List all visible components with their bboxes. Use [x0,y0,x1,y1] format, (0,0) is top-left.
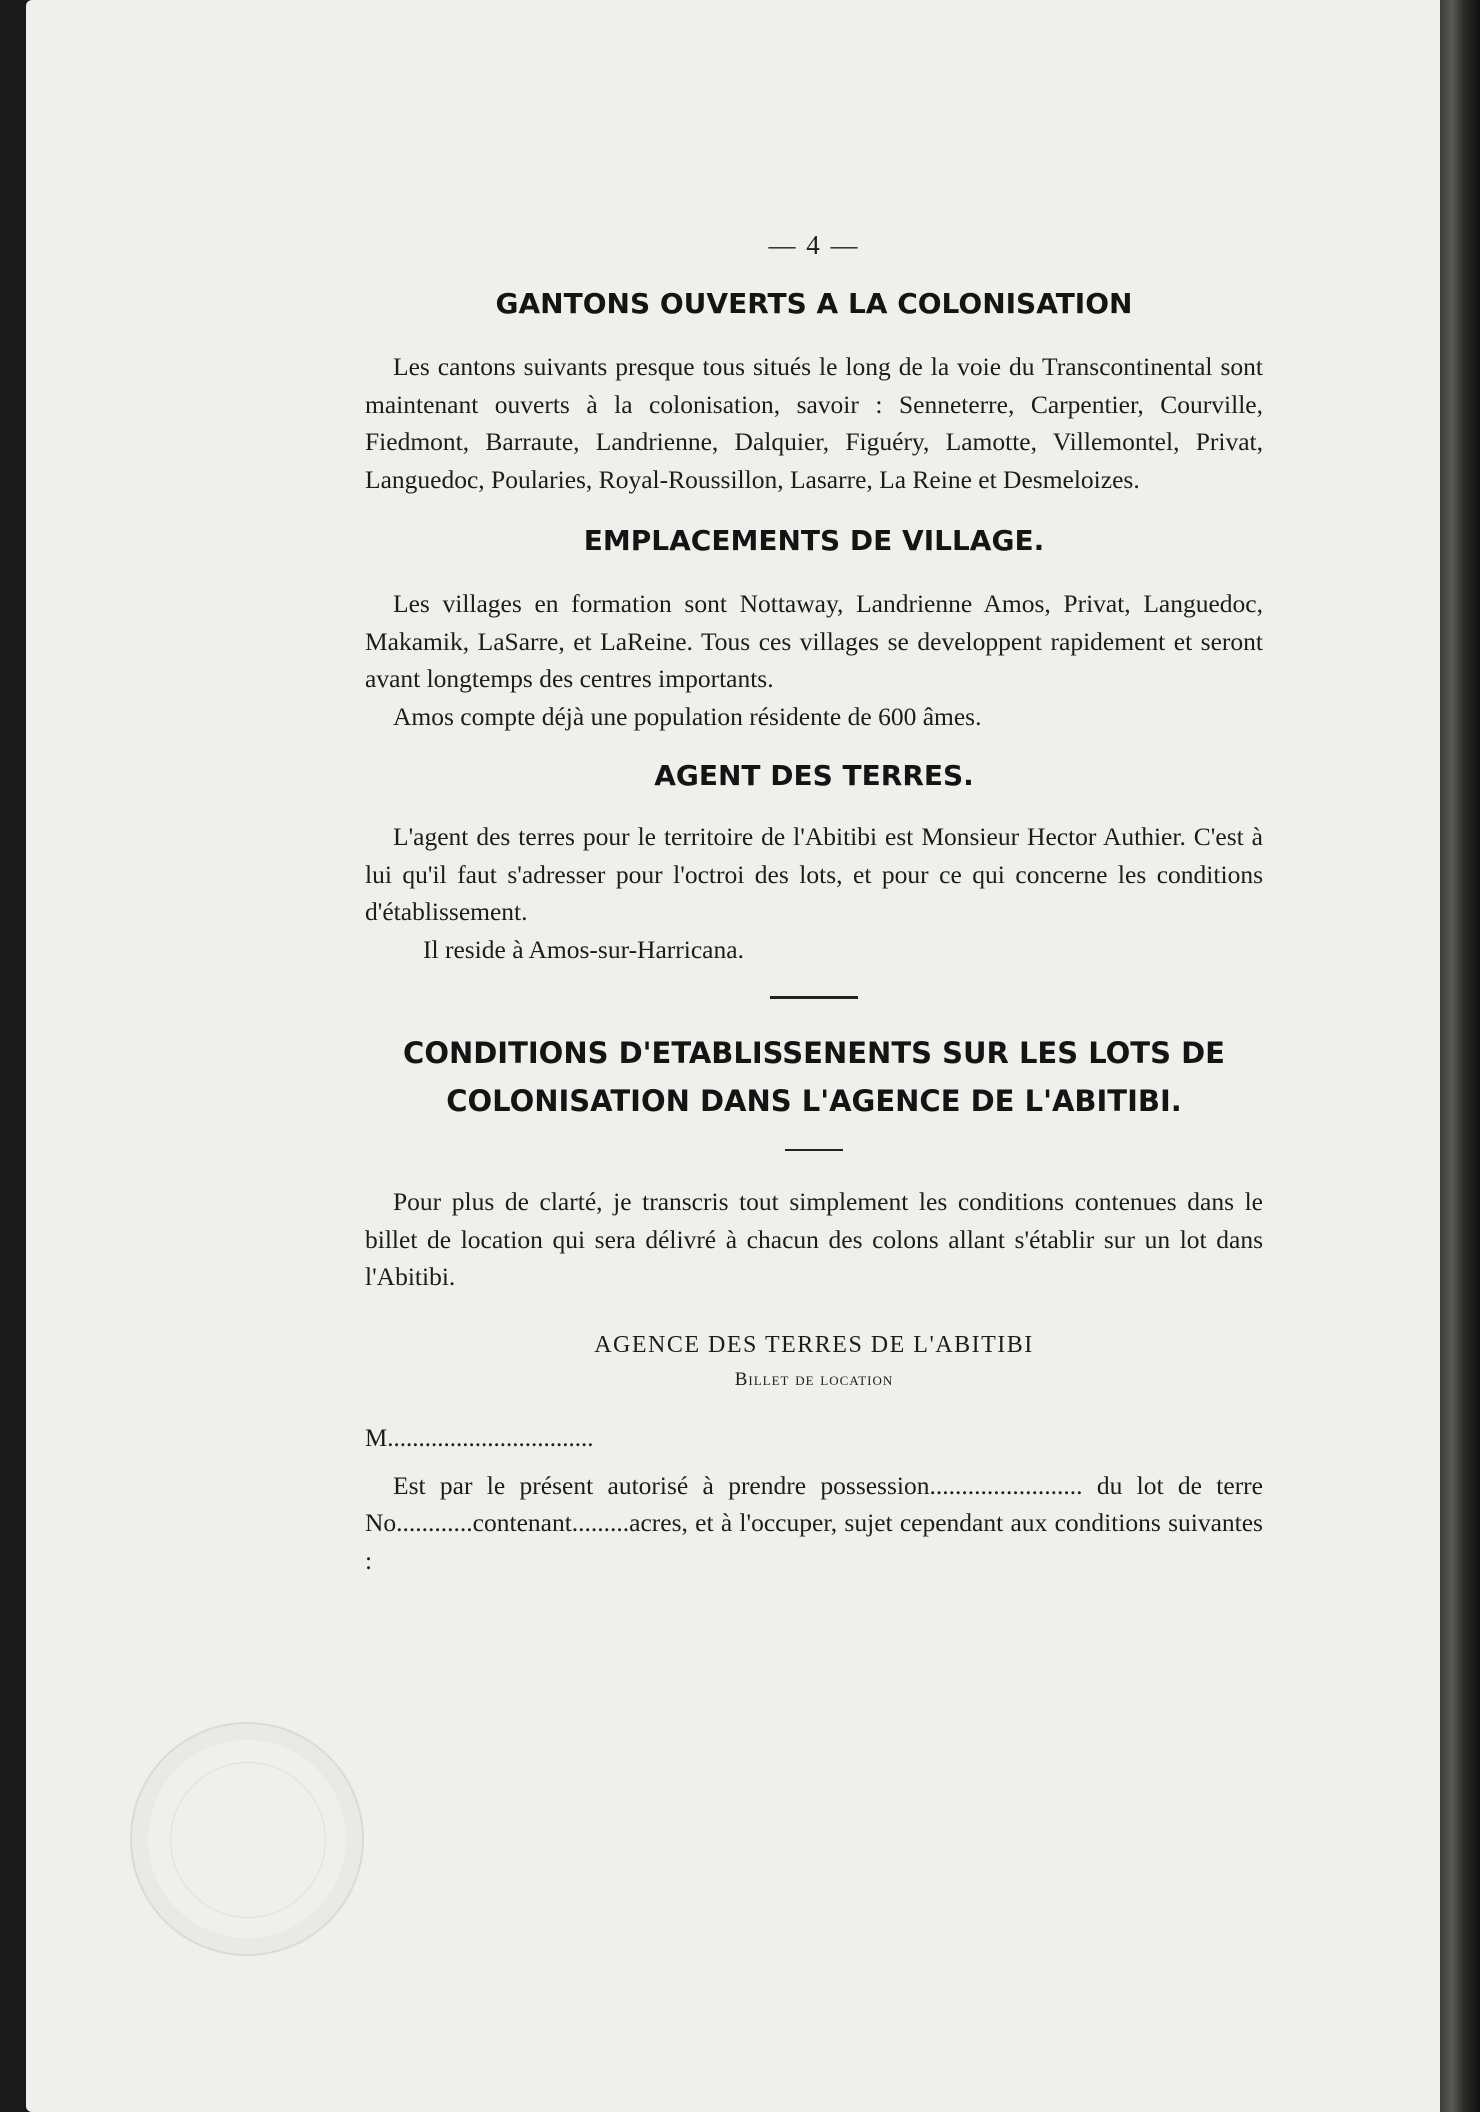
paragraph-agent-residence: Il reside à Amos-sur-Harricana. [423,934,744,964]
heading-conditions-line1: CONDITIONS D'ETABLISSENENTS SUR LES LOTS DE [403,1036,1225,1070]
billet-m-line: M................................. [365,1424,594,1452]
library-stamp-inner [170,1762,326,1918]
paragraph-emplacements: Les villages en formation sont Nottaway, Landrienne Amos, Privat, Languedoc, Makamik, LaSarre, et LaReine. Tous ces villages se developpent rapidement et seront avant longtemps des centres importants. [365,589,1263,693]
heading-emplacements: EMPLACEMENTS DE VILLAGE. [583,524,1045,557]
paragraph-amos-population: Amos compte déjà une population résidente de 600 âmes. [393,701,982,731]
paragraph-conditions: Pour plus de clarté, je transcris tout simplement les conditions contenues dans le billet de location qui sera délivré à chacun des colons allant s'établir sur un lot dans l'Abitibi. [365,1187,1263,1291]
page-content [365,230,1263,1579]
paragraph-cantons: Les cantons suivants presque tous situés le long de la voie du Transcontinental sont maintenant ouverts à la colonisation, savoir : Senneterre, Carpentier, Courville, Fiedmont, Barraute, Landrienne, Dalquier, Figuéry, Lamotte, Villemontel, Privat, Languedoc, Poularies, Royal-Roussillon, Lasarre, La Reine et Desmeloizes. [365,352,1263,494]
paragraph-agent: L'agent des terres pour le territoire de l'Abitibi est Monsieur Hector Authier. C'est à lui qu'il faut s'adresser pour l'octroi des lots, et pour ce qui concerne les conditions d'établissement. [365,822,1263,926]
agence-heading: AGENCE DES TERRES DE L'ABITIBI [594,1331,1034,1358]
heading-agent: AGENT DES TERRES. [654,759,974,792]
billet-authorization: Est par le présent autorisé à prendre possession........................ du lot de terre No............contenant.........acres, et à l'occuper, sujet cependant aux conditions suivantes : [365,1470,1263,1575]
heading-conditions-line2: COLONISATION DANS L'AGENCE DE L'ABITIBI. [446,1084,1182,1118]
billet-title: Billet de location [734,1368,894,1390]
heading-cantons: GANTONS OUVERTS A LA COLONISATION [495,287,1133,320]
section-divider-small [785,1149,843,1151]
page-number: — 4 — [768,230,860,260]
library-stamp [130,1722,364,1956]
book-edge [1440,0,1480,2112]
section-divider [770,996,858,999]
